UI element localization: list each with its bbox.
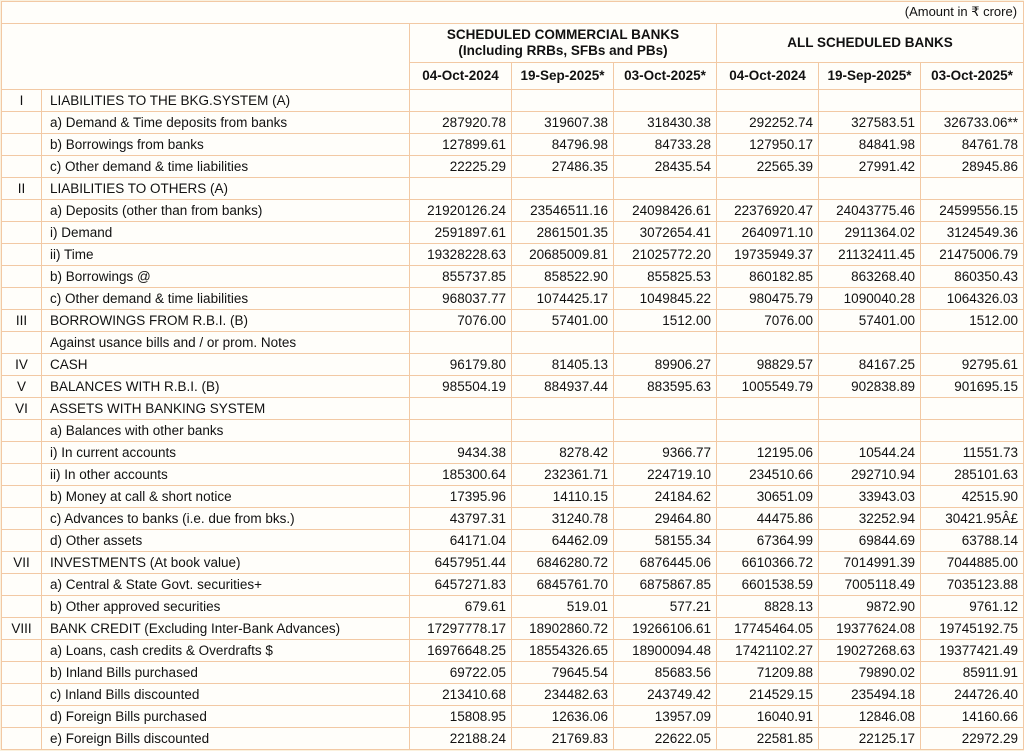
cell-value: 2640971.10 xyxy=(717,222,819,244)
cell-value: 84761.78 xyxy=(921,134,1024,156)
table-row xyxy=(2,266,1024,288)
cell-value: 287920.78 xyxy=(410,112,512,134)
cell-value xyxy=(717,398,819,420)
cell-value: 85911.91 xyxy=(921,662,1024,684)
cell-value: 127899.61 xyxy=(410,134,512,156)
cell-value: 7005118.49 xyxy=(819,574,921,596)
table-row xyxy=(2,486,1024,508)
row-label: d) Other assets xyxy=(42,530,410,552)
row-label: b) Money at call & short notice xyxy=(42,486,410,508)
cell-value xyxy=(614,178,717,200)
cell-value xyxy=(410,398,512,420)
cell-value: 318430.38 xyxy=(614,112,717,134)
cell-value xyxy=(819,398,921,420)
cell-value: 968037.77 xyxy=(410,288,512,310)
cell-value: 14110.15 xyxy=(512,486,614,508)
cell-value: 64171.04 xyxy=(410,530,512,552)
cell-value: 214529.15 xyxy=(717,684,819,706)
cell-value: 84733.28 xyxy=(614,134,717,156)
cell-value: 96179.80 xyxy=(410,354,512,376)
cell-value: 2911364.02 xyxy=(819,222,921,244)
group-subtitle: (Including RRBs, SFBs and PBs) xyxy=(458,43,668,58)
table-row xyxy=(2,134,1024,156)
row-number: V xyxy=(2,376,42,398)
cell-value xyxy=(512,420,614,442)
group-header-scheduled-commercial-banks xyxy=(410,24,717,63)
row-number: I xyxy=(2,90,42,112)
cell-value: 57401.00 xyxy=(819,310,921,332)
cell-value: 24098426.61 xyxy=(614,200,717,222)
cell-value: 3124549.36 xyxy=(921,222,1024,244)
row-label: CASH xyxy=(42,354,410,376)
cell-value: 185300.64 xyxy=(410,464,512,486)
col-header-date: 19-Sep-2025* xyxy=(512,63,614,90)
cell-value: 3072654.41 xyxy=(614,222,717,244)
row-label: i) In current accounts xyxy=(42,442,410,464)
row-label: ii) In other accounts xyxy=(42,464,410,486)
cell-value: 57401.00 xyxy=(512,310,614,332)
cell-value xyxy=(819,178,921,200)
cell-value xyxy=(717,178,819,200)
row-number xyxy=(2,222,42,244)
cell-value xyxy=(512,398,614,420)
cell-value xyxy=(819,420,921,442)
cell-value: 19266106.61 xyxy=(614,618,717,640)
cell-value: 9434.38 xyxy=(410,442,512,464)
row-number xyxy=(2,420,42,442)
table-row xyxy=(2,508,1024,530)
table-row xyxy=(2,354,1024,376)
row-number xyxy=(2,156,42,178)
cell-value xyxy=(921,398,1024,420)
row-number xyxy=(2,684,42,706)
cell-value: 8828.13 xyxy=(717,596,819,618)
cell-value: 6601538.59 xyxy=(717,574,819,596)
cell-value: 17745464.05 xyxy=(717,618,819,640)
table-row xyxy=(2,332,1024,354)
cell-value: 17297778.17 xyxy=(410,618,512,640)
col-header-date: 03-Oct-2025* xyxy=(614,63,717,90)
cell-value: 9761.12 xyxy=(921,596,1024,618)
cell-value: 18554326.65 xyxy=(512,640,614,662)
cell-value: 24184.62 xyxy=(614,486,717,508)
cell-value: 1090040.28 xyxy=(819,288,921,310)
table-row xyxy=(2,574,1024,596)
row-label: a) Central & State Govt. securities+ xyxy=(42,574,410,596)
cell-value: 2591897.61 xyxy=(410,222,512,244)
cell-value: 2861501.35 xyxy=(512,222,614,244)
cell-value: 21025772.20 xyxy=(614,244,717,266)
cell-value: 22972.29 xyxy=(921,728,1024,750)
cell-value: 858522.90 xyxy=(512,266,614,288)
cell-value: 6457271.83 xyxy=(410,574,512,596)
col-header-date: 04-Oct-2024 xyxy=(717,63,819,90)
cell-value: 235494.18 xyxy=(819,684,921,706)
row-number: IV xyxy=(2,354,42,376)
cell-value: 15808.95 xyxy=(410,706,512,728)
cell-value: 855737.85 xyxy=(410,266,512,288)
cell-value: 244726.40 xyxy=(921,684,1024,706)
cell-value: 679.61 xyxy=(410,596,512,618)
cell-value: 243749.42 xyxy=(614,684,717,706)
cell-value: 28435.54 xyxy=(614,156,717,178)
cell-value: 22622.05 xyxy=(614,728,717,750)
cell-value: 22565.39 xyxy=(717,156,819,178)
cell-value xyxy=(614,420,717,442)
table-row xyxy=(2,156,1024,178)
table-row xyxy=(2,398,1024,420)
row-label: e) Foreign Bills discounted xyxy=(42,728,410,750)
cell-value: 21475006.79 xyxy=(921,244,1024,266)
cell-value: 1512.00 xyxy=(921,310,1024,332)
cell-value xyxy=(921,178,1024,200)
cell-value: 860182.85 xyxy=(717,266,819,288)
cell-value: 902838.89 xyxy=(819,376,921,398)
cell-value xyxy=(410,420,512,442)
col-header-date: 04-Oct-2024 xyxy=(410,63,512,90)
table-row xyxy=(2,244,1024,266)
cell-value: 67364.99 xyxy=(717,530,819,552)
group-header-all-scheduled-banks: ALL SCHEDULED BANKS xyxy=(717,24,1024,63)
cell-value xyxy=(717,332,819,354)
row-number xyxy=(2,640,42,662)
table-row xyxy=(2,178,1024,200)
table-row xyxy=(2,552,1024,574)
row-number xyxy=(2,442,42,464)
cell-value: 1512.00 xyxy=(614,310,717,332)
row-label: a) Deposits (other than from banks) xyxy=(42,200,410,222)
row-number: VIII xyxy=(2,618,42,640)
cell-value: 234510.66 xyxy=(717,464,819,486)
row-number: II xyxy=(2,178,42,200)
row-label: a) Balances with other banks xyxy=(42,420,410,442)
cell-value: 19328228.63 xyxy=(410,244,512,266)
cell-value: 6457951.44 xyxy=(410,552,512,574)
table-row xyxy=(2,112,1024,134)
cell-value xyxy=(614,332,717,354)
cell-value: 14160.66 xyxy=(921,706,1024,728)
row-label: c) Inland Bills discounted xyxy=(42,684,410,706)
cell-value: 71209.88 xyxy=(717,662,819,684)
cell-value: 69844.69 xyxy=(819,530,921,552)
row-label: c) Other demand & time liabilities xyxy=(42,156,410,178)
row-label: a) Demand & Time deposits from banks xyxy=(42,112,410,134)
cell-value: 285101.63 xyxy=(921,464,1024,486)
cell-value: 7044885.00 xyxy=(921,552,1024,574)
cell-value: 213410.68 xyxy=(410,684,512,706)
row-number xyxy=(2,486,42,508)
cell-value: 12636.06 xyxy=(512,706,614,728)
cell-value xyxy=(921,332,1024,354)
row-number: VII xyxy=(2,552,42,574)
row-label: c) Advances to banks (i.e. due from bks.) xyxy=(42,508,410,530)
cell-value: 21132411.45 xyxy=(819,244,921,266)
cell-value: 17395.96 xyxy=(410,486,512,508)
row-label: a) Loans, cash credits & Overdrafts $ xyxy=(42,640,410,662)
cell-value: 6846280.72 xyxy=(512,552,614,574)
cell-value: 69722.05 xyxy=(410,662,512,684)
cell-value: 42515.90 xyxy=(921,486,1024,508)
cell-value: 24599556.15 xyxy=(921,200,1024,222)
cell-value: 32252.94 xyxy=(819,508,921,530)
cell-value: 19377421.49 xyxy=(921,640,1024,662)
cell-value: 79890.02 xyxy=(819,662,921,684)
cell-value: 12846.08 xyxy=(819,706,921,728)
table-row xyxy=(2,530,1024,552)
cell-value: 84167.25 xyxy=(819,354,921,376)
cell-value: 1049845.22 xyxy=(614,288,717,310)
row-label: Against usance bills and / or prom. Notes xyxy=(42,332,410,354)
cell-value: 81405.13 xyxy=(512,354,614,376)
row-number xyxy=(2,244,42,266)
row-number xyxy=(2,574,42,596)
row-label: BANK CREDIT (Excluding Inter-Bank Advances) xyxy=(42,618,410,640)
row-label: b) Other approved securities xyxy=(42,596,410,618)
row-number xyxy=(2,266,42,288)
cell-value: 30421.95Â£ xyxy=(921,508,1024,530)
group-title: SCHEDULED COMMERCIAL BANKS xyxy=(446,27,680,43)
cell-value xyxy=(921,90,1024,112)
cell-value: 234482.63 xyxy=(512,684,614,706)
row-label: LIABILITIES TO THE BKG.SYSTEM (A) xyxy=(42,90,410,112)
cell-value: 18902860.72 xyxy=(512,618,614,640)
cell-value: 17421102.27 xyxy=(717,640,819,662)
cell-value: 29464.80 xyxy=(614,508,717,530)
cell-value: 224719.10 xyxy=(614,464,717,486)
row-number xyxy=(2,332,42,354)
row-number xyxy=(2,706,42,728)
cell-value: 85683.56 xyxy=(614,662,717,684)
table-row xyxy=(2,90,1024,112)
cell-value: 127950.17 xyxy=(717,134,819,156)
cell-value: 7076.00 xyxy=(717,310,819,332)
cell-value: 6610366.72 xyxy=(717,552,819,574)
cell-value: 12195.06 xyxy=(717,442,819,464)
cell-value: 327583.51 xyxy=(819,112,921,134)
row-number xyxy=(2,134,42,156)
row-number xyxy=(2,596,42,618)
cell-value: 44475.86 xyxy=(717,508,819,530)
amount-note: (Amount in ₹ crore) xyxy=(2,2,1024,24)
row-number xyxy=(2,464,42,486)
cell-value: 33943.03 xyxy=(819,486,921,508)
cell-value: 58155.34 xyxy=(614,530,717,552)
table-row xyxy=(2,288,1024,310)
cell-value xyxy=(819,90,921,112)
cell-value xyxy=(410,90,512,112)
cell-value xyxy=(512,332,614,354)
cell-value xyxy=(819,332,921,354)
table-row xyxy=(2,200,1024,222)
row-number xyxy=(2,662,42,684)
row-number xyxy=(2,112,42,134)
row-label: ASSETS WITH BANKING SYSTEM xyxy=(42,398,410,420)
cell-value: 863268.40 xyxy=(819,266,921,288)
cell-value: 79645.54 xyxy=(512,662,614,684)
row-label: BALANCES WITH R.B.I. (B) xyxy=(42,376,410,398)
amount-note-row xyxy=(2,2,1024,24)
scheduled-banks-table xyxy=(1,1,1024,750)
cell-value: 27486.35 xyxy=(512,156,614,178)
table-row xyxy=(2,684,1024,706)
group-header-row xyxy=(2,24,1024,63)
cell-value: 16040.91 xyxy=(717,706,819,728)
cell-value: 22188.24 xyxy=(410,728,512,750)
cell-value: 1074425.17 xyxy=(512,288,614,310)
table-row xyxy=(2,222,1024,244)
row-label: b) Borrowings from banks xyxy=(42,134,410,156)
cell-value xyxy=(921,420,1024,442)
table-row xyxy=(2,596,1024,618)
cell-value: 30651.09 xyxy=(717,486,819,508)
cell-value: 13957.09 xyxy=(614,706,717,728)
cell-value: 6875867.85 xyxy=(614,574,717,596)
cell-value: 64462.09 xyxy=(512,530,614,552)
cell-value: 9366.77 xyxy=(614,442,717,464)
table-row xyxy=(2,442,1024,464)
cell-value: 24043775.46 xyxy=(819,200,921,222)
row-number xyxy=(2,530,42,552)
cell-value: 22225.29 xyxy=(410,156,512,178)
cell-value: 319607.38 xyxy=(512,112,614,134)
cell-value: 98829.57 xyxy=(717,354,819,376)
table-row xyxy=(2,310,1024,332)
table-row xyxy=(2,464,1024,486)
cell-value: 21920126.24 xyxy=(410,200,512,222)
cell-value: 9872.90 xyxy=(819,596,921,618)
cell-value xyxy=(512,90,614,112)
cell-value xyxy=(614,398,717,420)
row-label: c) Other demand & time liabilities xyxy=(42,288,410,310)
corner-cell xyxy=(2,24,410,90)
row-label: ii) Time xyxy=(42,244,410,266)
cell-value xyxy=(717,420,819,442)
cell-value: 7076.00 xyxy=(410,310,512,332)
row-label: b) Inland Bills purchased xyxy=(42,662,410,684)
cell-value: 16976648.25 xyxy=(410,640,512,662)
cell-value: 8278.42 xyxy=(512,442,614,464)
cell-value: 292252.74 xyxy=(717,112,819,134)
cell-value: 860350.43 xyxy=(921,266,1024,288)
cell-value xyxy=(614,90,717,112)
cell-value: 6845761.70 xyxy=(512,574,614,596)
row-label: i) Demand xyxy=(42,222,410,244)
cell-value xyxy=(717,90,819,112)
cell-value: 28945.86 xyxy=(921,156,1024,178)
cell-value: 326733.06** xyxy=(921,112,1024,134)
cell-value: 19735949.37 xyxy=(717,244,819,266)
cell-value: 1064326.03 xyxy=(921,288,1024,310)
row-number: III xyxy=(2,310,42,332)
cell-value: 89906.27 xyxy=(614,354,717,376)
table-row xyxy=(2,662,1024,684)
cell-value: 92795.61 xyxy=(921,354,1024,376)
cell-value xyxy=(410,178,512,200)
cell-value xyxy=(410,332,512,354)
cell-value: 19377624.08 xyxy=(819,618,921,640)
cell-value: 22125.17 xyxy=(819,728,921,750)
table-row xyxy=(2,706,1024,728)
row-label: BORROWINGS FROM R.B.I. (B) xyxy=(42,310,410,332)
cell-value: 883595.63 xyxy=(614,376,717,398)
cell-value: 19745192.75 xyxy=(921,618,1024,640)
row-number xyxy=(2,288,42,310)
table-row xyxy=(2,640,1024,662)
cell-value: 23546511.16 xyxy=(512,200,614,222)
cell-value: 985504.19 xyxy=(410,376,512,398)
cell-value: 43797.31 xyxy=(410,508,512,530)
cell-value: 20685009.81 xyxy=(512,244,614,266)
cell-value: 31240.78 xyxy=(512,508,614,530)
col-header-date: 03-Oct-2025* xyxy=(921,63,1024,90)
cell-value xyxy=(512,178,614,200)
row-number: VI xyxy=(2,398,42,420)
cell-value: 11551.73 xyxy=(921,442,1024,464)
cell-value: 19027268.63 xyxy=(819,640,921,662)
cell-value: 63788.14 xyxy=(921,530,1024,552)
cell-value: 21769.83 xyxy=(512,728,614,750)
cell-value: 6876445.06 xyxy=(614,552,717,574)
cell-value: 1005549.79 xyxy=(717,376,819,398)
cell-value: 901695.15 xyxy=(921,376,1024,398)
cell-value: 980475.79 xyxy=(717,288,819,310)
table-row xyxy=(2,420,1024,442)
cell-value: 519.01 xyxy=(512,596,614,618)
row-number xyxy=(2,508,42,530)
cell-value: 10544.24 xyxy=(819,442,921,464)
cell-value: 7035123.88 xyxy=(921,574,1024,596)
cell-value: 27991.42 xyxy=(819,156,921,178)
cell-value: 84841.98 xyxy=(819,134,921,156)
cell-value: 22581.85 xyxy=(717,728,819,750)
cell-value: 577.21 xyxy=(614,596,717,618)
table-row xyxy=(2,728,1024,750)
table-row xyxy=(2,376,1024,398)
cell-value: 22376920.47 xyxy=(717,200,819,222)
cell-value: 884937.44 xyxy=(512,376,614,398)
row-label: LIABILITIES TO OTHERS (A) xyxy=(42,178,410,200)
row-label: d) Foreign Bills purchased xyxy=(42,706,410,728)
row-number xyxy=(2,200,42,222)
row-number xyxy=(2,728,42,750)
table-row xyxy=(2,618,1024,640)
cell-value: 7014991.39 xyxy=(819,552,921,574)
cell-value: 292710.94 xyxy=(819,464,921,486)
row-label: b) Borrowings @ xyxy=(42,266,410,288)
row-label: INVESTMENTS (At book value) xyxy=(42,552,410,574)
cell-value: 232361.71 xyxy=(512,464,614,486)
col-header-date: 19-Sep-2025* xyxy=(819,63,921,90)
cell-value: 18900094.48 xyxy=(614,640,717,662)
cell-value: 84796.98 xyxy=(512,134,614,156)
cell-value: 855825.53 xyxy=(614,266,717,288)
